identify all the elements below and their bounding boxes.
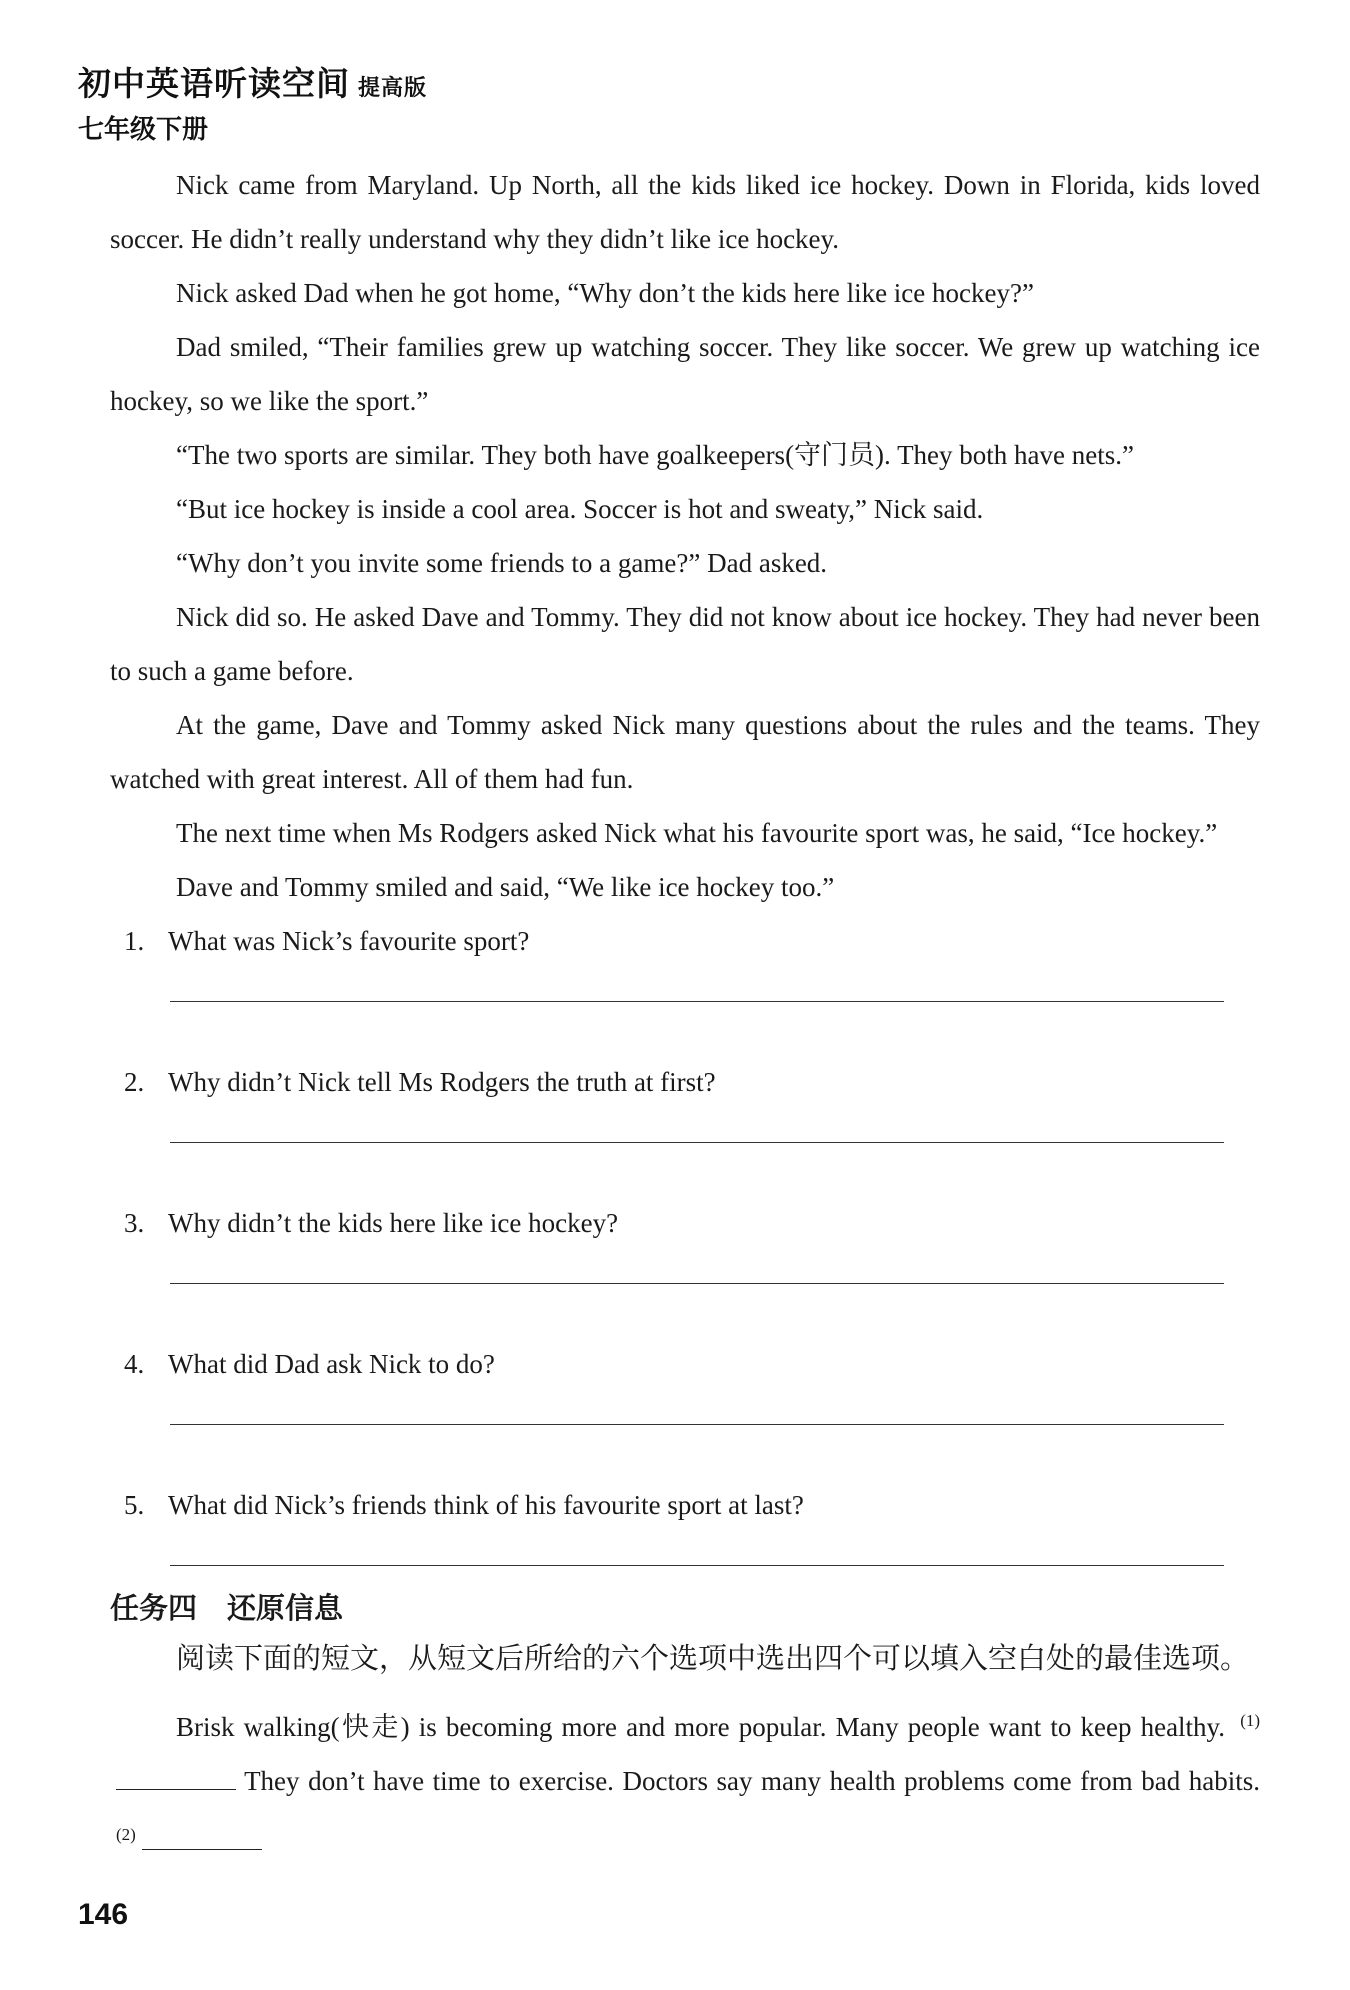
book-edition: 提高版 <box>358 76 428 101</box>
question-text: What was Nick’s favourite sport? <box>168 926 530 956</box>
task-4-instruction: 阅读下面的短文，从短文后所给的六个选项中选出四个可以填入空白处的最佳选项。 <box>176 1641 1250 1675</box>
question-5 <box>110 1478 1260 1532</box>
story-paragraph: “Why don’t you invite some friends to a game?” Dad asked. <box>176 548 828 578</box>
story-paragraph: Nick asked Dad when he got home, “Why don’t the kids here like ice hockey?” <box>176 278 1034 308</box>
story-paragraph: Nick did so. He asked Dave and Tommy. They did not know about ice hockey. They had never been to such a game before. <box>110 602 1260 686</box>
passage-text: They don’t have time to exercise. Doctors say many health problems come from bad habits. <box>244 1766 1260 1796</box>
task-4-passage <box>110 1694 1260 1868</box>
question-3 <box>110 1196 1260 1250</box>
task-4-name: 还原信息 <box>227 1591 344 1625</box>
question-2 <box>110 1055 1260 1109</box>
answer-line-1[interactable] <box>170 1001 1224 1002</box>
page-number: 146 <box>78 1898 129 1931</box>
question-number: 3. <box>124 1208 145 1238</box>
question-4 <box>110 1337 1260 1391</box>
question-text: Why didn’t Nick tell Ms Rodgers the truth at first? <box>168 1067 716 1097</box>
blank-2[interactable] <box>142 1827 262 1850</box>
question-text: Why didn’t the kids here like ice hockey? <box>168 1208 619 1238</box>
answer-line-3[interactable] <box>170 1283 1224 1284</box>
story-paragraph: Dad smiled, “Their families grew up watching soccer. They like soccer. We grew up watching ice hockey, so we like the sport.” <box>110 332 1260 416</box>
answer-line-4[interactable] <box>170 1424 1224 1425</box>
question-number: 4. <box>124 1349 145 1379</box>
blank-number-2: (2) <box>116 1825 136 1844</box>
story-paragraph: The next time when Ms Rodgers asked Nick what his favourite sport was, he said, “Ice hockey.” <box>176 818 1218 848</box>
blank-number-1: (1) <box>1240 1711 1261 1730</box>
question-number: 5. <box>124 1490 145 1520</box>
passage-text: Brisk walking(快走) is becoming more and more popular. Many people want to keep healthy. <box>176 1712 1226 1742</box>
question-text: What did Dad ask Nick to do? <box>168 1349 495 1379</box>
answer-line-2[interactable] <box>170 1142 1224 1143</box>
question-number: 2. <box>124 1067 145 1097</box>
task-4-title <box>110 1584 1260 1632</box>
question-number: 1. <box>124 926 145 956</box>
question-1 <box>110 914 1260 968</box>
story-paragraph: “The two sports are similar. They both have goalkeepers(守门员). They both have nets.” <box>176 440 1134 470</box>
story-paragraph: At the game, Dave and Tommy asked Nick many questions about the rules and the teams. They watched with great interest. All of them had fun. <box>110 710 1260 794</box>
grade-label: 七年级下册 <box>78 115 209 145</box>
page-header <box>78 58 427 146</box>
answer-line-5[interactable] <box>170 1565 1224 1566</box>
book-title-text: 初中英语听读空间 <box>78 64 350 103</box>
story-paragraph: Nick came from Maryland. Up North, all the kids liked ice hockey. Down in Florida, kids loved soccer. He didn’t really understand why they didn’t like ice hockey. <box>110 170 1260 254</box>
page-content <box>110 158 1260 1868</box>
story-paragraph: Dave and Tommy smiled and said, “We like ice hockey too.” <box>176 872 835 902</box>
book-title <box>78 58 427 105</box>
task-4-label: 任务四 <box>110 1591 198 1625</box>
question-text: What did Nick’s friends think of his favourite sport at last? <box>168 1490 804 1520</box>
blank-1[interactable] <box>116 1767 236 1790</box>
story-paragraph: “But ice hockey is inside a cool area. Soccer is hot and sweaty,” Nick said. <box>176 494 984 524</box>
